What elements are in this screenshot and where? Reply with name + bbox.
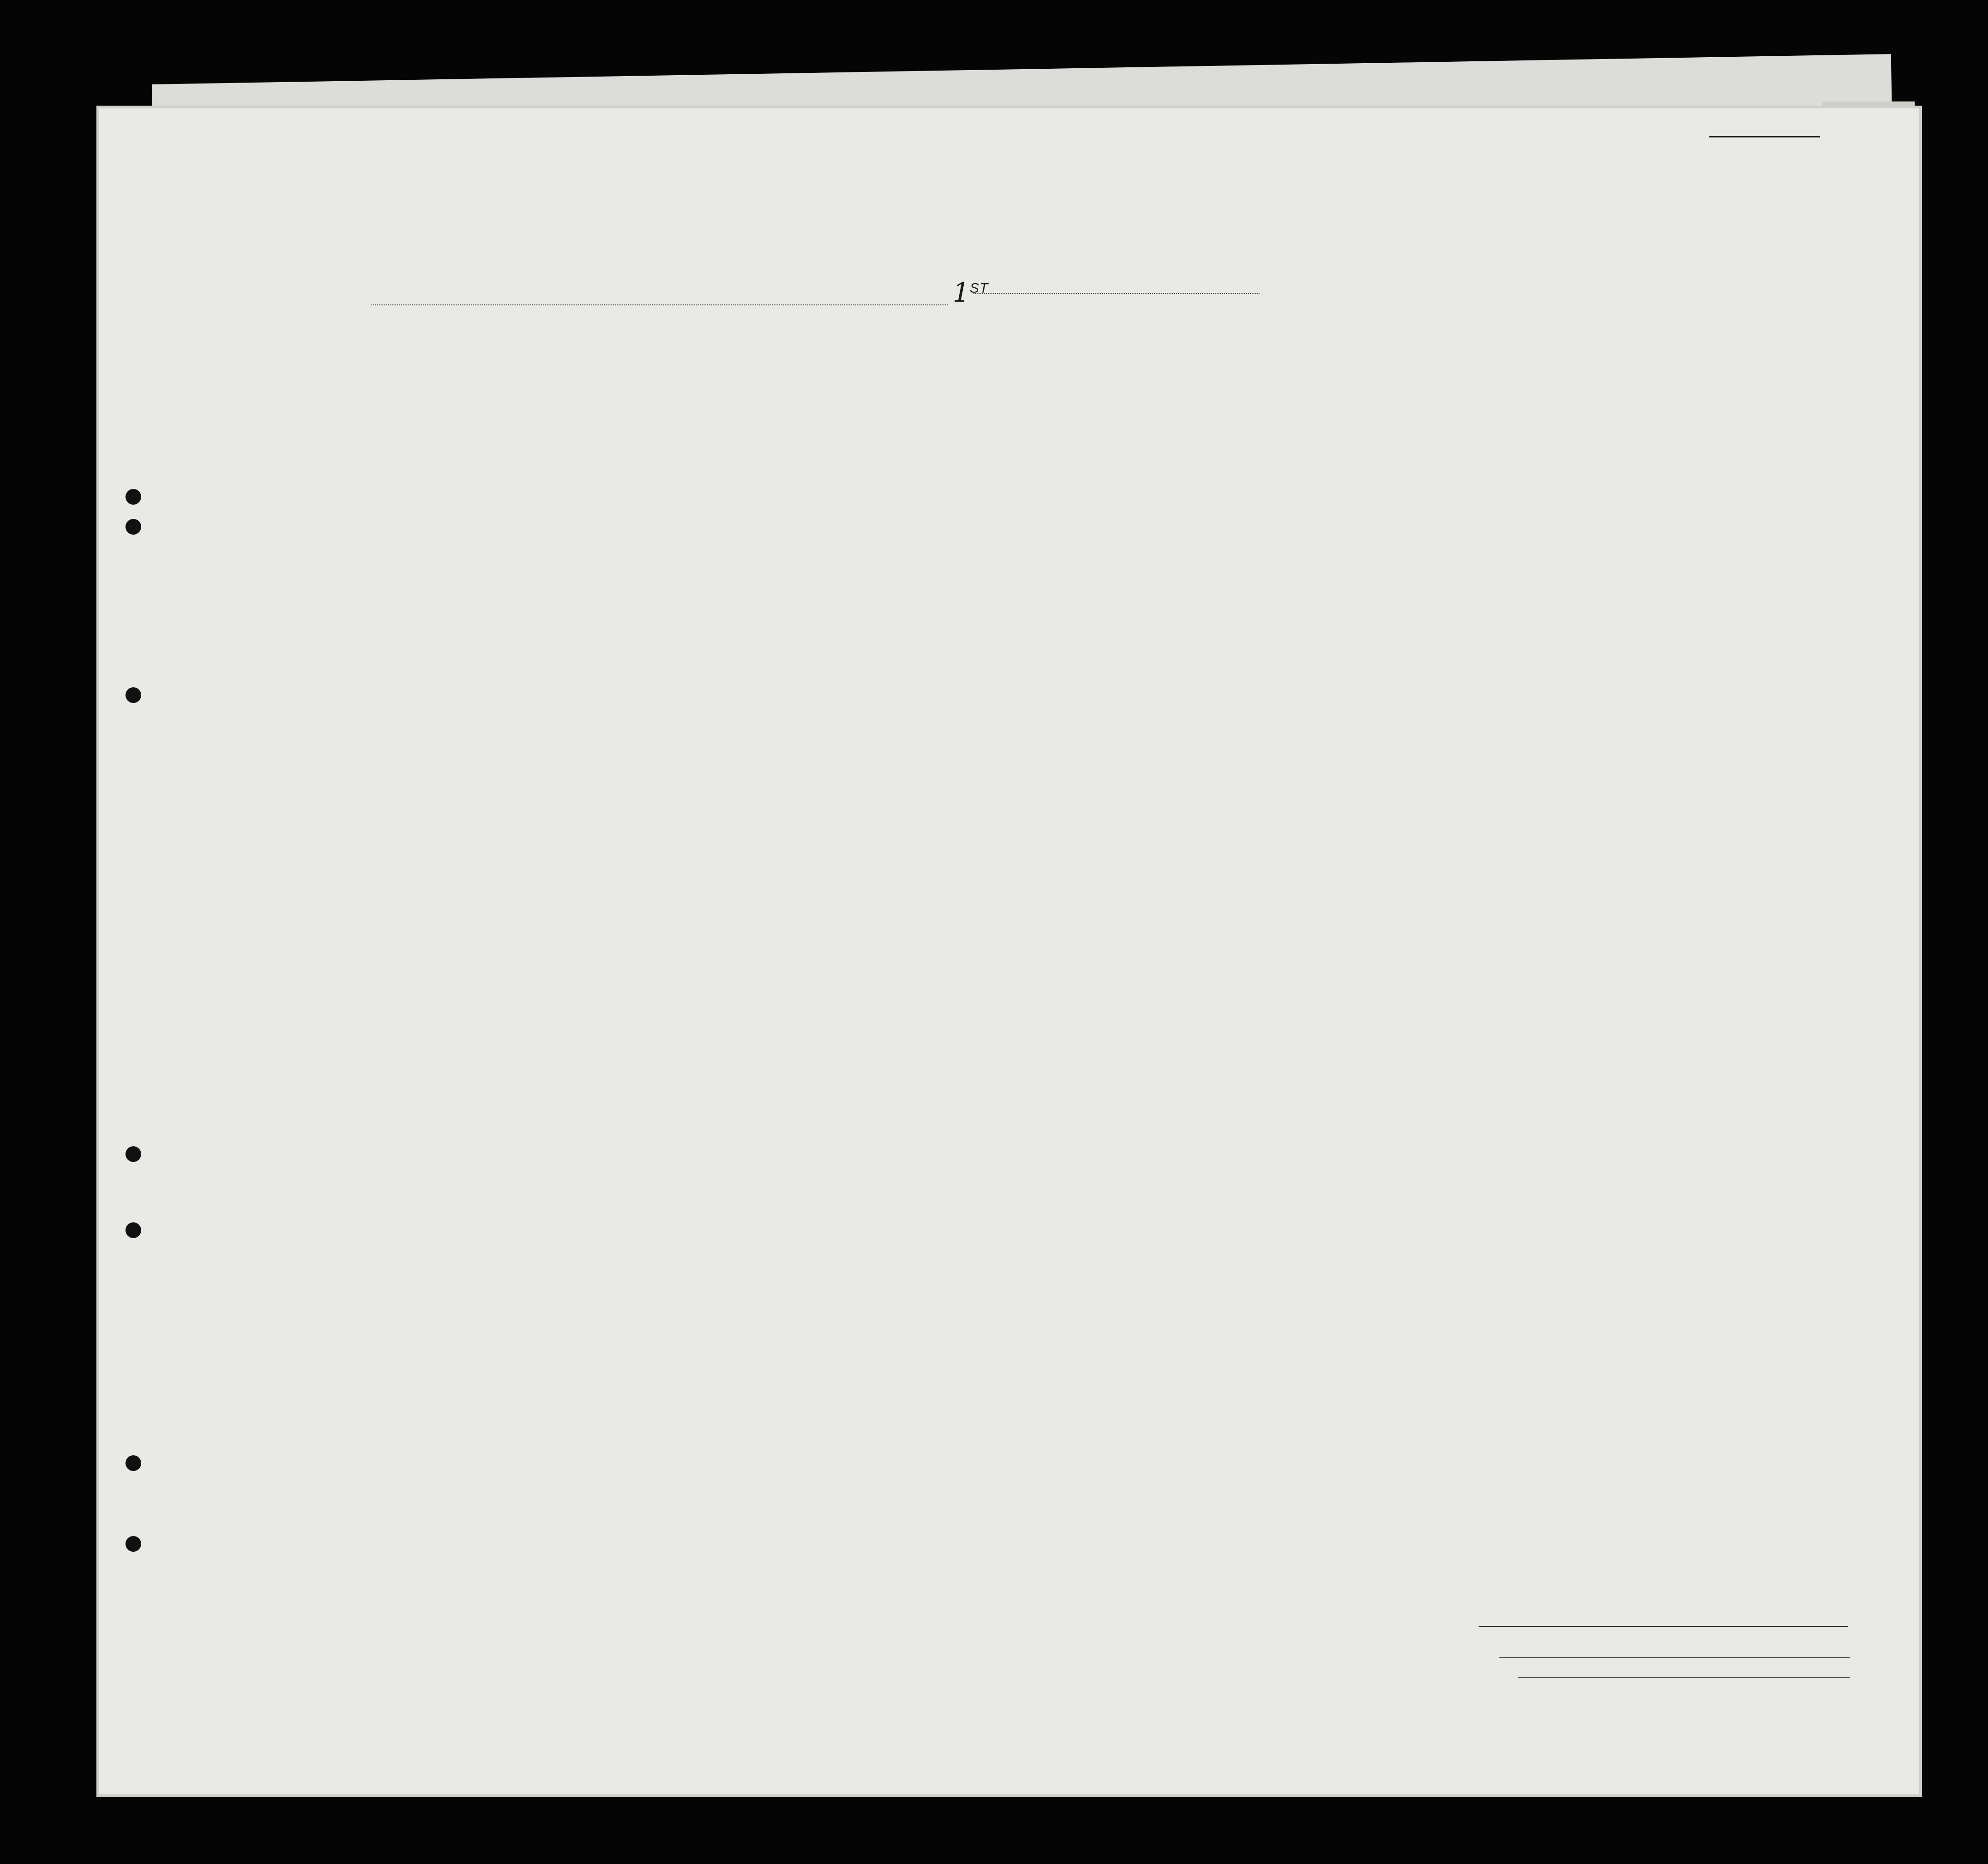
binder-hole <box>125 1222 141 1238</box>
binder-hole <box>125 1146 141 1162</box>
header-q29 <box>1439 351 1472 579</box>
binder-hole <box>125 1536 141 1552</box>
agents-value <box>1518 1677 1850 1678</box>
binder-hole <box>125 687 141 703</box>
manifest-sheet <box>99 108 1919 1794</box>
header-purpose-b <box>1269 385 1291 579</box>
header-ticket <box>699 348 721 579</box>
header-polygamist <box>1345 351 1363 579</box>
header-q30 <box>1474 351 1495 579</box>
owners-value <box>1499 1657 1850 1658</box>
line-value <box>1479 1626 1848 1627</box>
binder-hole <box>125 489 141 505</box>
header-purpose-a <box>1245 385 1267 579</box>
manifest-grid <box>99 108 1919 1794</box>
header-q31 <box>1496 351 1517 579</box>
header-q28 <box>1391 351 1437 579</box>
header-anarchist <box>1367 351 1385 579</box>
binder-hole <box>125 1455 141 1471</box>
header-money <box>814 348 837 579</box>
day-field: 1ST <box>953 277 989 308</box>
binder-hole <box>125 519 141 535</box>
header-prison <box>1317 351 1340 579</box>
header-purpose-c <box>1293 385 1315 579</box>
